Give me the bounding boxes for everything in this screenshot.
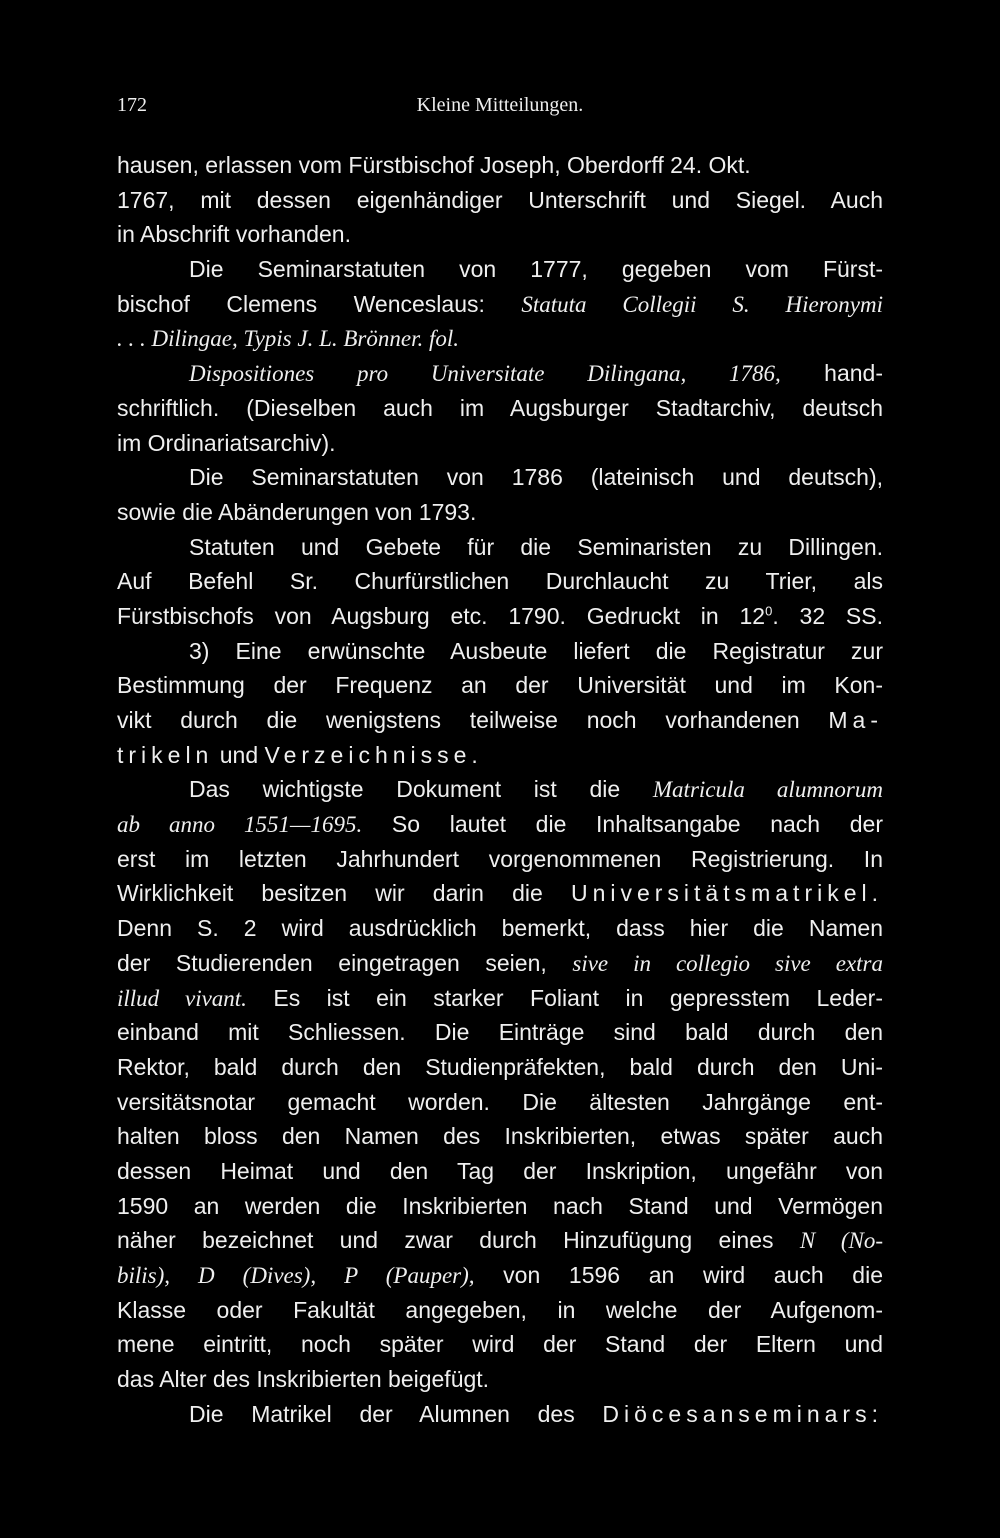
text-line: dessen Heimat und den Tag der Inskription, ungefähr von	[117, 1157, 883, 1184]
text-line: Klasse oder Fakultät angegeben, in welche der Aufgenom-	[117, 1296, 883, 1323]
body-text	[117, 148, 883, 1431]
text-line: näher bezeichnet und zwar durch Hinzufügung eines N (No-	[117, 1227, 883, 1254]
text-line: Bestimmung der Frequenz an der Universität und im Kon-	[117, 672, 883, 699]
text-line: bischof Clemens Wenceslaus: Statuta Collegii S. Hieronymi	[117, 290, 883, 317]
text-line: einband mit Schliessen. Die Einträge sind bald durch den	[117, 1019, 883, 1046]
text-line: hausen, erlassen vom Fürstbischof Joseph, Oberdorff 24. Okt.	[117, 152, 751, 178]
page-number: 172	[117, 94, 147, 116]
text-line: 1767, mit dessen eigenhändiger Unterschrift und Siegel. Auch	[117, 186, 883, 213]
text-line: ab anno 1551—1695. So lautet die Inhaltsangabe nach der	[117, 811, 883, 838]
text-line: Denn S. 2 wird ausdrücklich bemerkt, dass hier die Namen	[117, 915, 883, 942]
text-line: halten bloss den Namen des Inskribierten, etwas später auch	[117, 1123, 883, 1150]
text-line: Fürstbischofs von Augsburg etc. 1790. Gedruckt in $12^0$. 32 SS.	[117, 602, 883, 629]
text-line: schriftlich. (Dieselben auch im Augsburger Stadtarchiv, deutsch	[117, 394, 883, 421]
text-line: versitätsnotar gemacht worden. Die ältesten Jahrgänge ent-	[117, 1088, 883, 1115]
text-line: illud vivant. Es ist ein starker Foliant in gepresstem Leder-	[117, 984, 883, 1011]
text-line: 3) Eine erwünschte Ausbeute liefert die Registratur zur	[189, 637, 883, 664]
text-line: trikeln und Verzeichnisse.	[117, 741, 483, 768]
text-line: bilis), D (Dives), P (Pauper), von 1596 an wird auch die	[117, 1262, 883, 1288]
text-line: Statuten und Gebete für die Seminaristen zu Dillingen.	[189, 533, 883, 560]
text-line: Rektor, bald durch den Studienpräfekten, bald durch den Uni-	[117, 1053, 883, 1080]
text-line: in Abschrift vorhanden.	[117, 221, 351, 248]
text-line: Die Seminarstatuten von 1777, gegeben vom Fürst-	[189, 256, 883, 283]
text-line: Die Seminarstatuten von 1786 (lateinisch und deutsch),	[189, 464, 883, 491]
text-line: sowie die Abänderungen von 1793.	[117, 498, 477, 525]
text-line: Dispositiones pro Universitate Dilingana, 1786, hand-	[189, 360, 883, 387]
text-line: im Ordinariatsarchiv).	[117, 429, 336, 456]
text-line: 1590 an werden die Inskribierten nach Stand und Vermögen	[117, 1192, 883, 1219]
text-line: Wirklichkeit besitzen wir darin die Universitätsmatrikel.	[117, 880, 883, 907]
page-header	[117, 88, 883, 122]
text-line: erst im letzten Jahrhundert vorgenommenen Registrierung. In	[117, 845, 883, 872]
text-line: Das wichtigste Dokument ist die Matricula alumnorum	[189, 776, 883, 803]
text-line: das Alter des Inskribierten beigefügt.	[117, 1366, 490, 1393]
text-line: Auf Befehl Sr. Churfürstlichen Durchlaucht zu Trier, als	[117, 568, 883, 595]
text-line: der Studierenden eingetragen seien, sive in collegio sive extra	[117, 949, 883, 976]
text-line: vikt durch die wenigstens teilweise noch vorhandenen Ma-	[117, 707, 883, 733]
text-line: mene eintritt, noch später wird der Stand der Eltern und	[117, 1331, 883, 1358]
text-line: . . . Dilingae, Typis J. L. Brönner. fol.	[117, 326, 460, 352]
running-title: Kleine Mitteilungen.	[416, 94, 584, 116]
text-line: Die Matrikel der Alumnen des Diöcesanseminars:	[189, 1400, 883, 1427]
